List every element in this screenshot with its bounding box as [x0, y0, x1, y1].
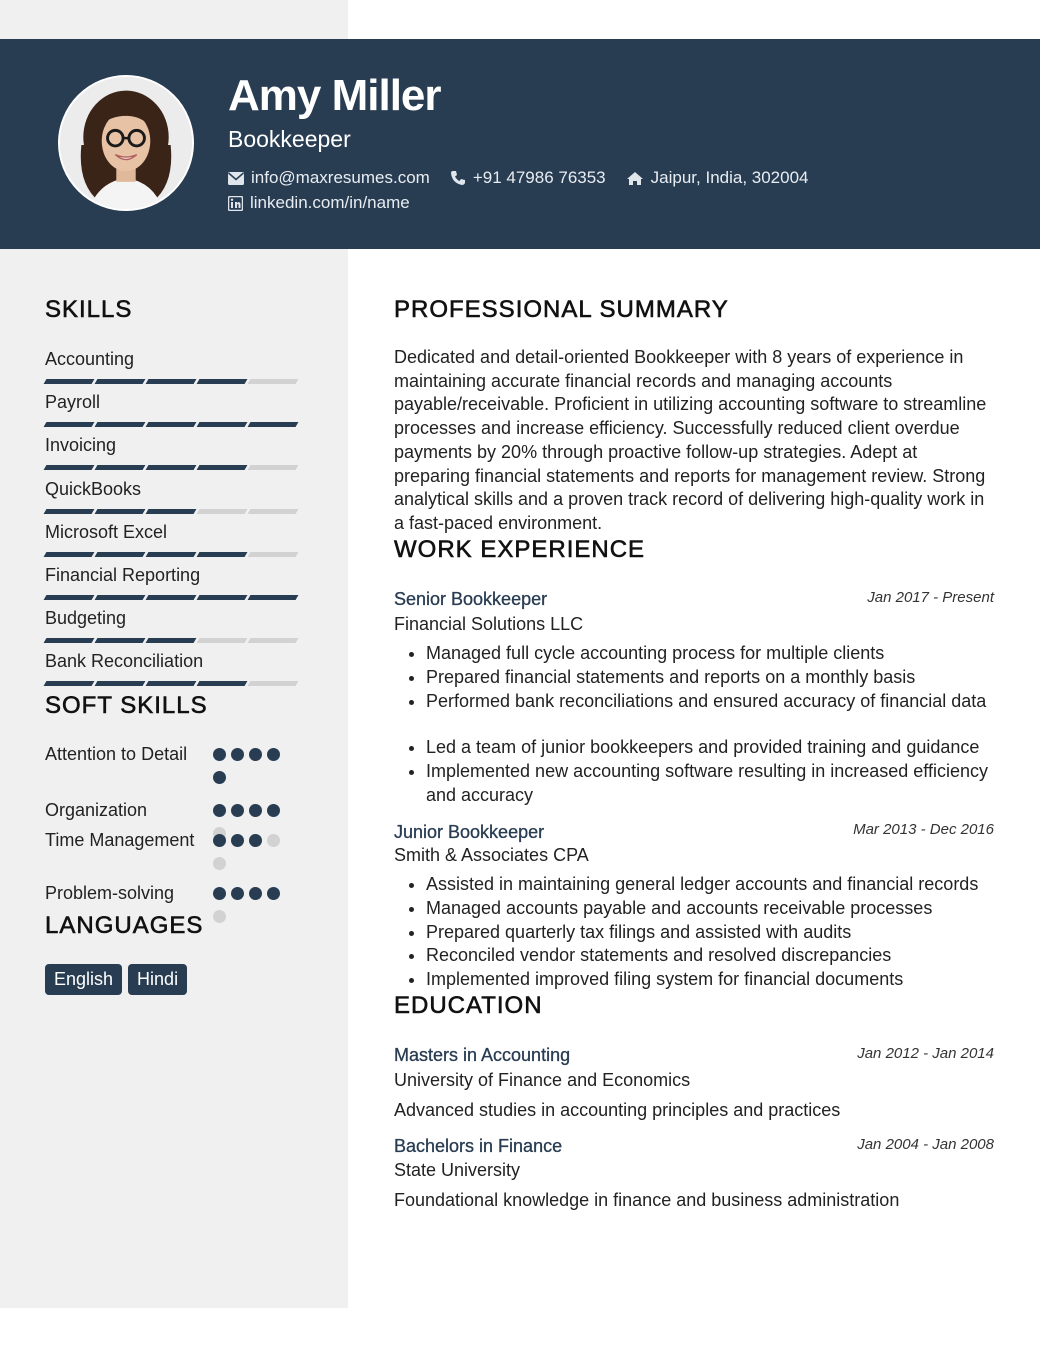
phone-text: +91 47986 76353 — [472, 168, 606, 187]
skill-item — [45, 391, 305, 427]
skill-level-segment — [248, 509, 299, 514]
skill-label: Bank Reconciliation — [45, 651, 204, 672]
skill-level-segment — [44, 595, 95, 600]
skill-level-segment — [95, 422, 146, 427]
soft-skill-label: Organization — [45, 800, 148, 820]
rating-dot — [213, 857, 226, 870]
education-heading: EDUCATION — [394, 992, 543, 1019]
contact-row — [228, 166, 829, 190]
rating-dot — [249, 834, 262, 847]
contact-email[interactable] — [228, 168, 430, 188]
edu-2-degree: Bachelors in Finance — [394, 1136, 563, 1156]
list-item: • Led a team of junior bookkeepers and provided training and guidance — [426, 736, 998, 760]
skill-level-segment — [248, 681, 299, 686]
skill-level-segment — [146, 552, 197, 557]
skill-level-segment — [146, 509, 197, 514]
summary-heading: PROFESSIONAL SUMMARY — [394, 296, 729, 323]
skill-label: Financial Reporting — [45, 565, 201, 585]
skill-level-bar — [45, 465, 305, 470]
linkedin-text: linkedin.com/in/name — [250, 193, 410, 212]
rating-dot — [213, 771, 226, 784]
rating-dot — [231, 887, 244, 900]
job-1-company: Financial Solutions LLC — [394, 614, 584, 634]
skill-level-segment — [44, 465, 95, 470]
list-item: • Implemented new accounting software resulting in increased efficiency and accuracy — [426, 760, 998, 808]
skill-level-segment — [95, 509, 146, 514]
edu-1-dates: Jan 2012 - Jan 2014 — [857, 1045, 994, 1062]
rating-dot — [267, 804, 280, 817]
rating-dot — [231, 834, 244, 847]
job-1-bullets — [394, 642, 998, 713]
rating-dot — [249, 748, 262, 761]
languages-list — [45, 964, 193, 995]
skill-level-segment — [146, 422, 197, 427]
contact-linkedin[interactable] — [228, 193, 410, 213]
skill-level-segment — [197, 552, 248, 557]
edu-1-degree: Masters in Accounting — [394, 1045, 571, 1065]
soft-skill-label: Time Management — [45, 830, 195, 850]
skill-level-segment — [44, 422, 95, 427]
skill-level-segment — [95, 465, 146, 470]
language-badge: Hindi — [128, 964, 187, 995]
skill-item — [45, 650, 305, 686]
skill-level-segment — [95, 552, 146, 557]
skill-level-bar — [45, 422, 305, 427]
skill-level-segment — [44, 509, 95, 514]
edu-2-school: State University — [394, 1160, 521, 1180]
skill-level-segment — [95, 638, 146, 643]
edu-1-description: Advanced studies in accounting principles and practices — [394, 1100, 841, 1120]
skill-level-segment — [95, 681, 146, 686]
skill-level-segment — [44, 638, 95, 643]
list-item: • Prepared quarterly tax filings and assisted with audits — [426, 921, 998, 945]
soft-skills-heading: SOFT SKILLS — [45, 692, 208, 719]
skill-level-bar — [45, 681, 305, 686]
skill-level-segment — [146, 465, 197, 470]
job-2-title: Junior Bookkeeper — [394, 822, 545, 842]
job-1-bullets-cont — [394, 736, 998, 807]
skill-label: QuickBooks — [45, 478, 142, 499]
edu-1-school: University of Finance and Economics — [394, 1070, 691, 1090]
rating-dot — [231, 804, 244, 817]
skill-item — [45, 478, 305, 514]
rating-dot — [213, 834, 226, 847]
skill-item — [45, 521, 305, 557]
rating-dot — [249, 887, 262, 900]
skill-level-segment — [197, 509, 248, 514]
job-2-company: Smith & Associates CPA — [394, 845, 589, 865]
rating-dot — [213, 887, 226, 900]
job-2-dates: Mar 2013 - Dec 2016 — [853, 821, 994, 838]
soft-skill-item — [45, 828, 295, 880]
list-item: • Implemented improved filing system for financial documents — [426, 968, 998, 992]
candidate-name: Amy Miller — [228, 71, 441, 120]
summary-text: Dedicated and detail-oriented Bookkeeper with 8 years of experience in maintaining accurate financial records and managing accounts payable/receivable. Proficient in utilizing accounting software to streamline processes and increase efficiency. Successfully reduced client overdue payments by 20% through proactive follow-up strategies. Adept at preparing financial statements and reports for management review. Strong analytical skills and a proven track record of delivering high-quality work in a fast-paced environment. — [394, 347, 987, 533]
skill-level-bar — [45, 595, 305, 600]
soft-skill-rating — [213, 742, 288, 794]
job-2-bullets — [394, 873, 998, 992]
skills-heading: SKILLS — [45, 296, 133, 323]
skill-item — [45, 564, 305, 600]
list-item: • Managed accounts payable and accounts receivable processes — [426, 897, 998, 921]
rating-dot — [249, 804, 262, 817]
list-item: • Performed bank reconciliations and ensured accuracy of financial data — [426, 690, 998, 714]
skill-level-segment — [197, 595, 248, 600]
contact-row-2 — [228, 191, 430, 215]
skill-level-segment — [146, 681, 197, 686]
email-text: info@maxresumes.com — [251, 168, 430, 187]
skill-level-segment — [248, 552, 299, 557]
skill-level-segment — [95, 595, 146, 600]
edu-2-dates: Jan 2004 - Jan 2008 — [857, 1136, 994, 1153]
edu-2-description: Foundational knowledge in finance and business administration — [394, 1190, 900, 1210]
skill-level-bar — [45, 509, 305, 514]
skill-label: Payroll — [45, 392, 101, 413]
skill-level-segment — [248, 638, 299, 643]
skill-level-segment — [44, 681, 95, 686]
soft-skill-item — [45, 742, 295, 794]
skill-item — [45, 607, 305, 643]
skill-label: Microsoft Excel — [45, 521, 168, 542]
rating-dot — [267, 834, 280, 847]
skill-level-segment — [248, 465, 299, 470]
skill-level-segment — [248, 422, 299, 427]
job-1-title: Senior Bookkeeper — [394, 589, 548, 609]
experience-heading: WORK EXPERIENCE — [394, 536, 646, 563]
resume-header — [0, 39, 1040, 249]
skill-level-segment — [146, 638, 197, 643]
home-icon — [626, 171, 644, 186]
phone-icon — [450, 170, 466, 186]
avatar — [58, 75, 194, 211]
skill-level-segment — [197, 638, 248, 643]
soft-skill-rating — [213, 828, 288, 880]
list-item: • Assisted in maintaining general ledger accounts and financial records — [426, 873, 998, 897]
job-1-dates: Jan 2017 - Present — [867, 589, 994, 606]
linkedin-icon — [228, 196, 243, 211]
job-title: Bookkeeper — [228, 126, 351, 152]
skill-level-segment — [146, 379, 197, 384]
skill-level-segment — [44, 379, 95, 384]
skill-level-segment — [248, 379, 299, 384]
skill-level-segment — [95, 379, 146, 384]
soft-skill-label: Attention to Detail — [45, 744, 188, 764]
skill-level-segment — [197, 465, 248, 470]
skill-level-bar — [45, 379, 305, 384]
list-item: • Managed full cycle accounting process for multiple clients — [426, 642, 998, 666]
language-badge: English — [45, 964, 122, 995]
rating-dot — [267, 748, 280, 761]
skill-level-segment — [197, 422, 248, 427]
skill-level-bar — [45, 552, 305, 557]
list-item: • Prepared financial statements and reports on a monthly basis — [426, 666, 998, 690]
list-item: • Reconciled vendor statements and resolved discrepancies — [426, 944, 998, 968]
skill-label: Budgeting — [45, 608, 127, 629]
skill-level-segment — [248, 595, 299, 600]
location-text: Jaipur, India, 302004 — [650, 168, 809, 187]
rating-dot — [267, 887, 280, 900]
profile-photo — [60, 77, 192, 209]
skill-label: Invoicing — [45, 435, 117, 456]
skill-level-segment — [44, 552, 95, 557]
rating-dot — [213, 748, 226, 761]
skill-level-segment — [146, 595, 197, 600]
skill-level-segment — [197, 681, 248, 686]
skill-label: Accounting — [45, 349, 135, 369]
rating-dot — [213, 804, 226, 817]
soft-skill-label: Problem-solving — [45, 883, 175, 903]
envelope-icon — [228, 172, 244, 185]
skill-item — [45, 434, 305, 470]
skill-item — [45, 348, 305, 384]
languages-heading: LANGUAGES — [45, 912, 204, 939]
skill-level-segment — [197, 379, 248, 384]
rating-dot — [231, 748, 244, 761]
contact-location — [626, 168, 809, 188]
contact-phone[interactable] — [450, 168, 606, 188]
skill-level-bar — [45, 638, 305, 643]
